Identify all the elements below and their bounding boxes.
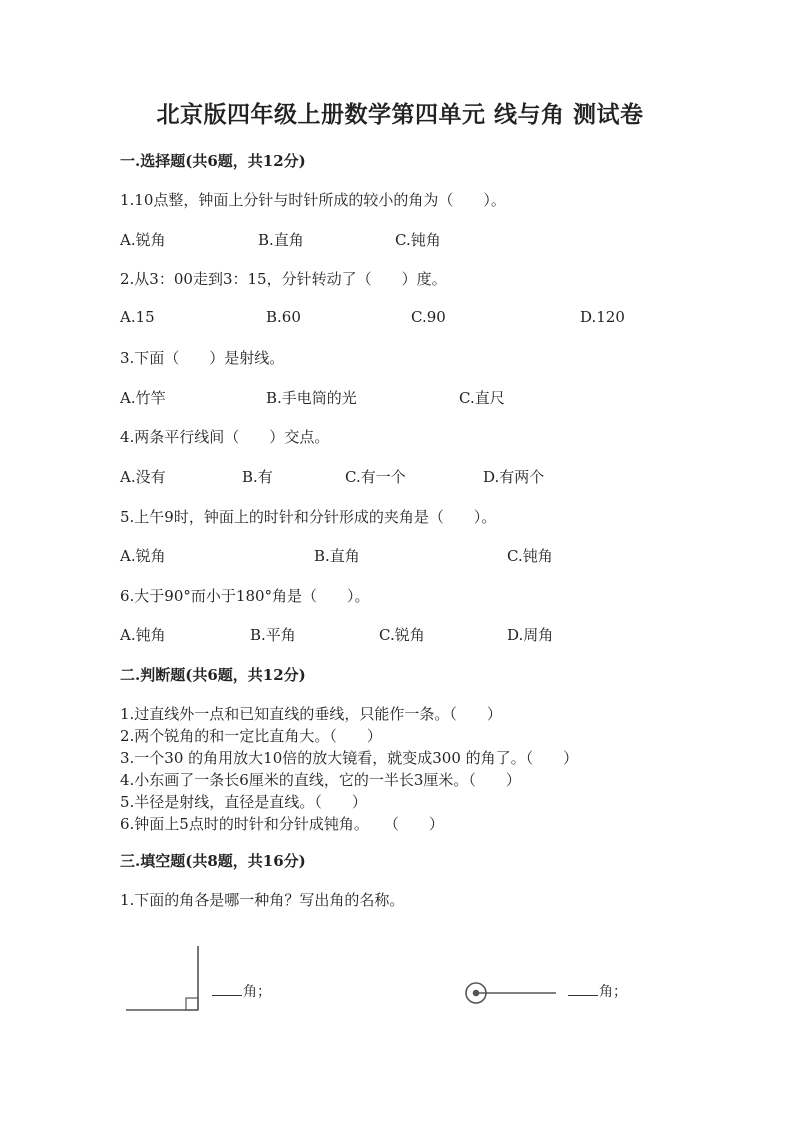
page-title: 北京版四年级上册数学第四单元 线与角 测试卷 [156, 101, 644, 128]
judge-item-6: 6.钟面上5点时的时针和分针成钝角。 （ ） [120, 815, 444, 833]
judge-item-5: 5.半径是射线，直径是直线。（ ） [120, 793, 367, 811]
section-heading-fill: 三.填空题(共8题，共16分) [120, 852, 306, 870]
option-4c: C.有一个 [345, 468, 406, 486]
right-angle-figure [126, 946, 198, 1010]
option-2c: C.90 [411, 308, 446, 326]
judge-item-4: 4.小东画了一条长6厘米的直线，它的一半长3厘米。（ ） [120, 771, 521, 789]
option-4d: D.有两个 [483, 468, 545, 486]
option-5b: B.直角 [314, 547, 360, 565]
option-6b: B.平角 [250, 626, 296, 644]
question-4: 4.两条平行线间（ ）交点。 [120, 428, 330, 446]
judge-item-2: 2.两个锐角的和一定比直角大。（ ） [120, 727, 382, 745]
option-2b: B.60 [266, 308, 301, 326]
option-5c: C.钝角 [507, 547, 553, 565]
question-5: 5.上午9时，钟面上的时针和分针形成的夹角是（ ）。 [120, 508, 497, 526]
judge-item-1: 1.过直线外一点和已知直线的垂线，只能作一条。（ ） [120, 705, 502, 723]
question-3: 3.下面（ ）是射线。 [120, 349, 285, 367]
fig-label-1: 角； [243, 984, 271, 1000]
section-heading-judge: 二.判断题(共6题，共12分) [120, 666, 306, 684]
option-6d: D.周角 [507, 626, 554, 644]
question-6: 6.大于90°而小于180°角是（ ）。 [120, 587, 370, 605]
option-1a: A.锐角 [120, 231, 166, 249]
option-3c: C.直尺 [459, 389, 505, 407]
option-1c: C.钝角 [395, 231, 441, 249]
judge-item-3: 3.一个30 的角用放大10倍的放大镜看，就变成300 的角了。（ ） [120, 749, 579, 767]
option-3a: A.竹竿 [120, 389, 166, 407]
option-2a: A.15 [120, 308, 155, 326]
fig-label-2: 角； [599, 984, 627, 1000]
option-5a: A.锐角 [120, 547, 166, 565]
option-6c: C.锐角 [379, 626, 425, 644]
option-2d: D.120 [580, 308, 625, 326]
option-3b: B.手电筒的光 [266, 389, 357, 407]
fig-answer-2 [568, 981, 627, 1001]
option-4b: B.有 [242, 468, 273, 486]
answer-blank-1[interactable] [212, 981, 242, 996]
answer-blank-2[interactable] [568, 981, 598, 996]
full-angle-figure [466, 983, 556, 1003]
option-1b: B.直角 [258, 231, 304, 249]
section-heading-choice: 一.选择题(共6题，共12分) [120, 152, 306, 170]
question-2: 2.从3：00走到3：15，分针转动了（ ）度。 [120, 270, 447, 288]
option-6a: A.钝角 [120, 626, 166, 644]
fill-question-1: 1.下面的角各是哪一种角？写出角的名称。 [120, 891, 405, 909]
option-4a: A.没有 [120, 468, 166, 486]
question-1: 1.10点整，钟面上分针与时针所成的较小的角为（ ）。 [120, 191, 506, 209]
fig-answer-1 [212, 981, 271, 1001]
